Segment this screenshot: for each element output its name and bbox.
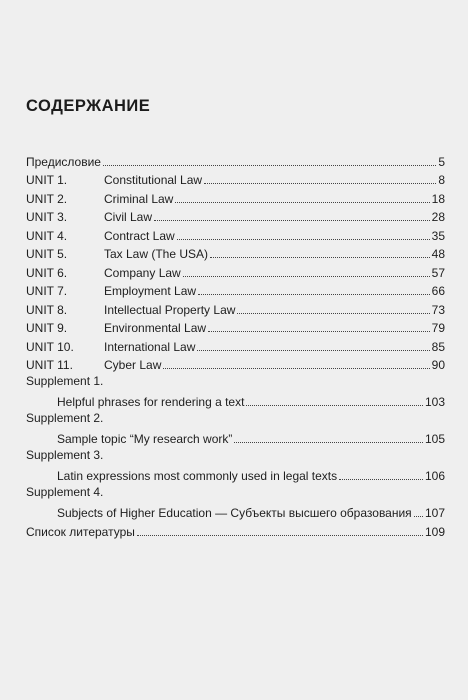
toc-page-number: 18 xyxy=(431,191,445,206)
toc-page-number: 73 xyxy=(431,302,445,317)
toc-entry[interactable] xyxy=(26,169,445,188)
toc-leader-dots xyxy=(175,202,429,203)
toc-leader-dots xyxy=(198,294,430,295)
toc-entry[interactable] xyxy=(26,243,445,262)
toc-unit-label: UNIT 7. xyxy=(26,284,68,298)
toc-leader-dots xyxy=(154,220,430,221)
toc-entry-title: Helpful phrases for rendering a text xyxy=(57,395,245,409)
toc-entry-title: Список литературы xyxy=(26,524,135,539)
bleed-through-text xyxy=(40,8,438,41)
toc-entry[interactable] xyxy=(26,224,445,243)
toc-entry-title: Company Law xyxy=(104,265,181,280)
toc-page-number: 103 xyxy=(424,395,445,409)
toc-entry-title: Criminal Law xyxy=(104,191,174,206)
toc-entry[interactable] xyxy=(26,520,445,539)
toc-entry[interactable] xyxy=(26,261,445,280)
toc-section-heading: Supplement 2. xyxy=(26,411,104,425)
toc-leader-dots xyxy=(177,239,430,240)
toc-page-number: 5 xyxy=(438,154,445,169)
toc-page-number: 105 xyxy=(424,432,445,446)
toc-page-number: 107 xyxy=(424,506,445,520)
toc-entry[interactable] xyxy=(26,280,445,299)
toc-leader-dots xyxy=(183,276,430,277)
toc-entry[interactable] xyxy=(26,317,445,336)
toc-leader-dots xyxy=(197,350,429,351)
toc-entry[interactable] xyxy=(26,150,445,169)
toc-entry-title: Employment Law xyxy=(104,284,197,298)
toc-page-number: 28 xyxy=(431,210,445,224)
toc-page-number: 57 xyxy=(431,265,445,280)
toc-leader-dots xyxy=(414,516,423,517)
toc-page-number: 48 xyxy=(431,247,445,261)
toc-entry[interactable] xyxy=(26,391,445,410)
toc-unit-label: UNIT 2. xyxy=(26,191,68,206)
toc-entry[interactable] xyxy=(26,428,445,447)
toc-entry-title: Tax Law (The USA) xyxy=(104,247,209,261)
toc-leader-dots xyxy=(137,535,423,536)
toc-unit-label: UNIT 1. xyxy=(26,173,68,187)
toc-leader-dots xyxy=(103,165,436,166)
toc-page-number: 85 xyxy=(431,339,445,354)
toc-page-number: 90 xyxy=(431,358,445,372)
toc-section-heading: Supplement 3. xyxy=(26,448,104,462)
toc-unit-label: UNIT 4. xyxy=(26,228,68,243)
toc-leader-dots xyxy=(208,331,430,332)
toc-unit-label: UNIT 10. xyxy=(26,339,74,354)
toc-entry-title: Предисловие xyxy=(26,154,101,169)
toc-entry-title: Subjects of Higher Education — Субъекты высшего образования xyxy=(57,506,412,520)
toc-entry-title: Contract Law xyxy=(104,228,175,243)
toc-page-number: 79 xyxy=(431,321,445,335)
toc-entry[interactable] xyxy=(26,335,445,354)
toc-leader-dots xyxy=(237,313,429,314)
toc-entry-title: Environmental Law xyxy=(104,321,207,335)
toc-unit-label: UNIT 6. xyxy=(26,265,68,280)
table-of-contents xyxy=(26,150,445,539)
toc-page-number: 8 xyxy=(438,173,445,187)
toc-page-number: 109 xyxy=(424,524,445,539)
toc-section-heading: Supplement 1. xyxy=(26,374,104,388)
toc-section-heading: Supplement 4. xyxy=(26,485,104,499)
toc-entry[interactable] xyxy=(26,298,445,317)
toc-entry-title: Intellectual Property Law xyxy=(104,302,236,317)
toc-page-number: 35 xyxy=(431,228,445,243)
toc-unit-label: UNIT 5. xyxy=(26,247,68,261)
toc-entry-title: Civil Law xyxy=(104,210,153,224)
toc-leader-dots xyxy=(339,479,423,480)
toc-unit-label: UNIT 3. xyxy=(26,210,68,224)
toc-page-number: 66 xyxy=(431,284,445,298)
page-title: СОДЕРЖАНИЕ xyxy=(26,97,151,115)
toc-entry[interactable] xyxy=(26,502,445,521)
toc-unit-label: UNIT 9. xyxy=(26,321,68,335)
toc-entry[interactable] xyxy=(26,187,445,206)
toc-leader-dots xyxy=(246,405,423,406)
toc-leader-dots xyxy=(210,257,430,258)
toc-entry-title: International Law xyxy=(104,339,196,354)
toc-entry-title: Constitutional Law xyxy=(104,173,203,187)
toc-leader-dots xyxy=(234,442,423,443)
toc-entry[interactable] xyxy=(26,465,445,484)
toc-unit-label: UNIT 8. xyxy=(26,302,68,317)
toc-entry-title: Sample topic “My research work” xyxy=(57,432,233,446)
toc-entry[interactable] xyxy=(26,206,445,225)
toc-unit-label: UNIT 11. xyxy=(26,358,73,372)
toc-entry-title: Cyber Law xyxy=(104,358,162,372)
toc-entry-title: Latin expressions most commonly used in legal texts xyxy=(57,469,338,483)
toc-leader-dots xyxy=(204,183,436,184)
toc-page-number: 106 xyxy=(424,469,445,483)
toc-leader-dots xyxy=(163,368,429,369)
toc-entry[interactable] xyxy=(26,354,445,373)
